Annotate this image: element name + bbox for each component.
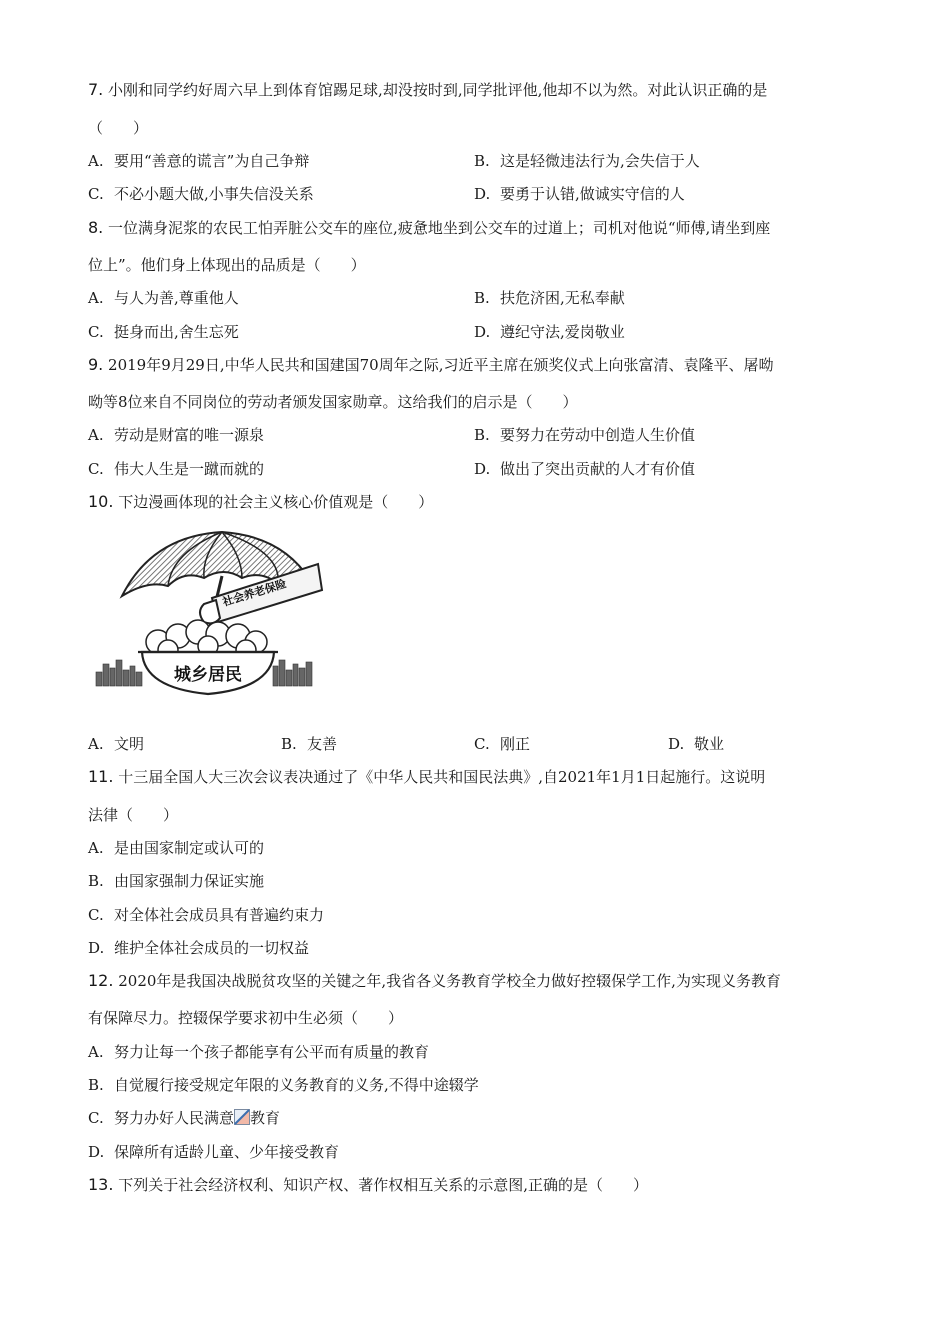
question-12-option-d[interactable]: D. 保障所有适龄儿童、少年接受教育 (88, 1143, 340, 1161)
question-12-option-c[interactable]: C. 努力办好人民满意 教育 (88, 1109, 281, 1127)
question-8-stem-line-1: 8. 一位满身泥浆的农民工怕弄脏公交车的座位,疲惫地坐到公交车的过道上；司机对他说“师傅,请坐到座 (88, 218, 771, 237)
question-10-option-d[interactable]: D. 敬业 (668, 735, 725, 753)
question-11-option-b[interactable]: B. 由国家强制力保证实施 (88, 872, 265, 890)
question-11-stem-line-1: 11. 十三届全国人大三次会议表决通过了《中华人民共和国民法典》,自2021年1月1日起施行。这说明 (88, 767, 766, 786)
question-number: 9. (88, 355, 104, 374)
question-11-option-c[interactable]: C. 对全体社会成员具有普遍约束力 (88, 906, 325, 924)
question-7-stem-line-1: 7. 小刚和同学约好周六早上到体育馆踢足球,却没按时到,同学批评他,他却不以为然。对此认识正确的是 (88, 80, 768, 99)
question-7-option-d[interactable]: D. 要勇于认错,做诚实守信的人 (474, 185, 685, 203)
question-8-option-d[interactable]: D. 遵纪守法,爱岗敬业 (474, 323, 625, 341)
bowl-text: 城乡居民 (174, 665, 242, 685)
question-9-option-c[interactable]: C. 伟大人生是一蹴而就的 (88, 460, 265, 478)
cartoon-pension-umbrella (92, 526, 324, 698)
question-9-stem-line-2: 呦等8位来自不同岗位的劳动者颁发国家勋章。这给我们的启示是（ ） (88, 393, 578, 411)
question-8-option-b[interactable]: B. 扶危济困,无私奉献 (474, 289, 625, 307)
question-9-option-b[interactable]: B. 要努力在劳动中创造人生价值 (474, 426, 696, 444)
question-11-option-a[interactable]: A. 是由国家制定或认可的 (88, 839, 265, 857)
question-12-stem-line-1: 12. 2020年是我国决战脱贫攻坚的关键之年,我省各义务教育学校全力做好控辍保学工作,为实现义务教育 (88, 971, 781, 990)
question-11-option-d[interactable]: D. 维护全体社会成员的一切权益 (88, 939, 310, 957)
question-7-option-c[interactable]: C. 不必小题大做,小事失信没关系 (88, 185, 314, 203)
question-10-stem-line-1: 10. 下边漫画体现的社会主义核心价值观是（ ） (88, 492, 434, 511)
question-7-stem-line-2: （ ） (88, 119, 149, 137)
question-12-option-b[interactable]: B. 自觉履行接受规定年限的义务教育的义务,不得中途辍学 (88, 1076, 479, 1094)
question-9-option-d[interactable]: D. 做出了突出贡献的人才有价值 (474, 460, 696, 478)
question-7-option-a[interactable]: A. 要用“善意的谎言”为自己争辩 (88, 152, 310, 170)
question-7-option-b[interactable]: B. 这是轻微违法行为,会失信于人 (474, 152, 700, 170)
question-10-option-c[interactable]: C. 刚正 (474, 735, 531, 753)
question-number: 7. (88, 80, 104, 99)
question-number: 10. (88, 492, 114, 511)
question-12-stem-line-2: 有保障尽力。控辍保学要求初中生必须（ ） (88, 1009, 404, 1027)
question-number: 8. (88, 218, 104, 237)
question-number: 11. (88, 767, 114, 786)
question-13-stem-line-1: 13. 下列关于社会经济权利、知识产权、著作权相互关系的示意图,正确的是（ ） (88, 1175, 649, 1194)
question-10-option-b[interactable]: B. 友善 (281, 735, 338, 753)
question-8-option-a[interactable]: A. 与人为善,尊重他人 (88, 289, 239, 307)
question-10-option-a[interactable]: A. 文明 (88, 735, 145, 753)
question-11-stem-line-2: 法律（ ） (88, 806, 179, 824)
umbrella-sleeve-text: 社会养老保险 (221, 577, 288, 609)
question-number: 12. (88, 971, 114, 990)
question-12-option-a[interactable]: A. 努力让每一个孩子都能享有公平而有质量的教育 (88, 1043, 430, 1061)
question-9-option-a[interactable]: A. 劳动是财富的唯一源泉 (88, 426, 265, 444)
question-8-stem-line-2: 位上”。他们身上体现出的品质是（ ） (88, 256, 366, 274)
question-number: 13. (88, 1175, 114, 1194)
question-8-option-c[interactable]: C. 挺身而出,舍生忘死 (88, 323, 239, 341)
question-9-stem-line-1: 9. 2019年9月29日,中华人民共和国建国70周年之际,习近平主席在颁奖仪式上向张富清、袁隆平、屠呦 (88, 355, 774, 374)
broken-image-icon (234, 1109, 250, 1125)
